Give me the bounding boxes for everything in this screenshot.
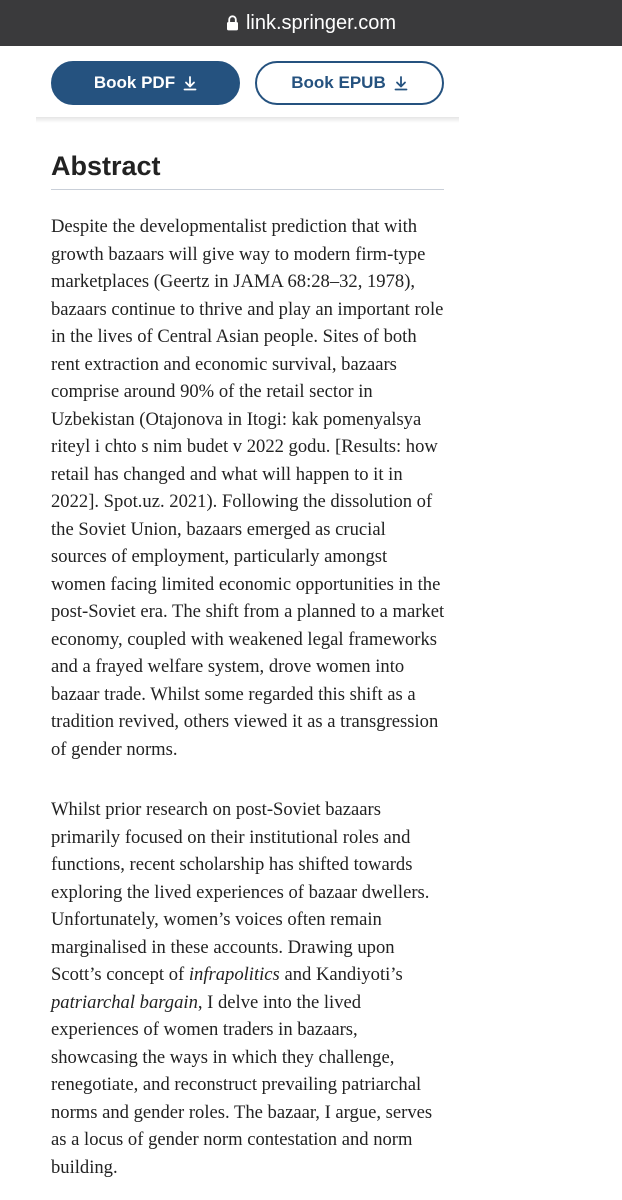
url-text: link.springer.com (245, 11, 397, 34)
term-patriarchal-bargain: patriarchal bargain (51, 991, 198, 1013)
paragraph-2-part-3: , I delve into the lived experiences of women traders in bazaars, showcasing the ways in which they challenge, renegotiate, and reconstruct prevailing patriarchal norms and gender roles. The bazaar, I argue, serves as a locus of gender norm contestation and norm building. (51, 991, 433, 1178)
term-infrapolitics: infrapolitics (188, 964, 280, 985)
browser-url-bar[interactable] (0, 0, 622, 46)
paragraph-2-part-2: and Kandiyoti’s (279, 964, 403, 985)
heading-divider (51, 189, 444, 190)
abstract-paragraph-1: Despite the developmentalist prediction that with growth bazaars will give way to modern firm-type marketplaces (Geertz in JAMA 68:28–32, 1978), bazaars continue to thrive and play an important role in the lives of Central Asian people. Sites of both rent extraction and economic survival, bazaars comprise around 90% of the retail sector in Uzbekistan (Otajonova in Itogi: kak pomenyalsya riteyl i chto s nim budet v 2022 godu. [Results: how retail has changed and what will happen to it in 2022]. Spot.uz. 2021). Following the dissolution of the Soviet Union, bazaars emerged as crucial sources of employment, particularly amongst women facing limited economic opportunities in the post-Soviet era. The shift from a planned to a market economy, coupled with weakened legal frameworks and a frayed welfare system, drove women into bazaar trade. Whilst some regarded this shift as a tradition revived, others viewed it as a transgression of gender norms. (51, 216, 445, 760)
paragraph-2-part-1: Whilst prior research on post-Soviet bazaars primarily focused on their institutional roles and functions, recent scholarship has shifted towards exploring the lived experiences of bazaar dwellers. Unfortunately, women’s voices often remain marginalised in these accounts. Drawing upon Scott’s concept of (51, 799, 430, 985)
book-epub-button[interactable] (255, 61, 444, 105)
book-pdf-button[interactable] (51, 61, 240, 105)
book-pdf-label: Book PDF (93, 73, 176, 92)
download-icon (183, 76, 197, 91)
abstract-heading: Abstract (51, 151, 161, 181)
abstract-paragraph-2 (51, 796, 446, 1181)
download-icon (394, 76, 408, 91)
book-epub-label: Book EPUB (291, 73, 386, 92)
download-buttons (51, 61, 444, 105)
lock-icon (226, 15, 239, 31)
toolbar-shadow (36, 117, 459, 123)
